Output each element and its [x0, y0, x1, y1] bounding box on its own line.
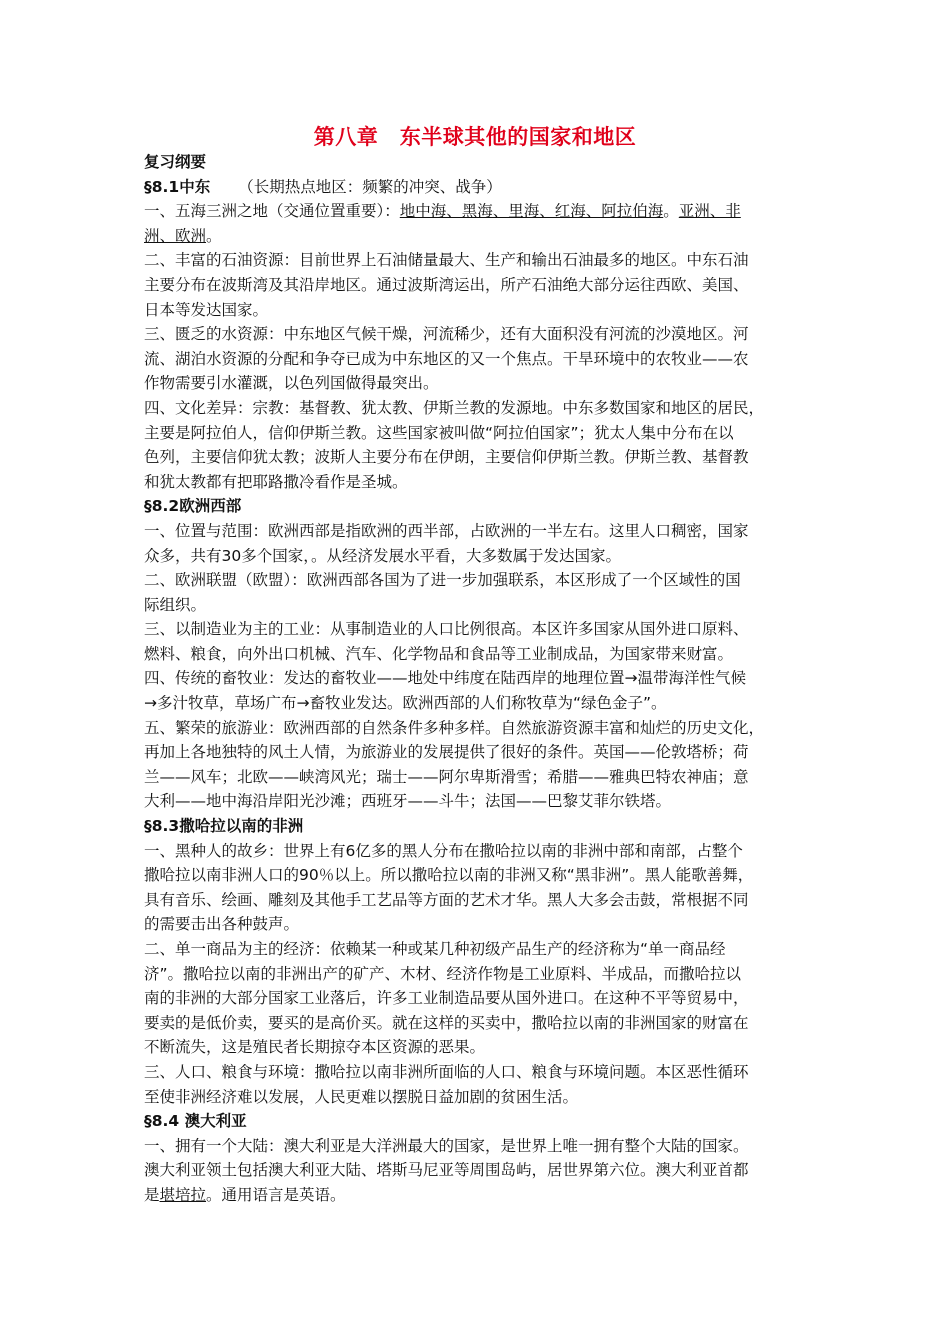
text-line: 兰——风车；北欧——峡湾风光；瑞士——阿尔卑斯滑雪；希腊——雅典巴特农神庙；意	[144, 767, 749, 786]
text-line: 二、单一商品为主的经济：依赖某一种或某几种初级产品生产的经济称为“单一商品经	[144, 940, 726, 958]
text-line: 一、位置与范围：欧洲西部是指欧洲的西半部，占欧洲的一半左右。这里人口稠密，国家	[144, 521, 749, 540]
section-heading-western-europe: §8.2欧洲西部	[144, 497, 242, 516]
text-line: 南的非洲的大部分国家工业落后，许多工业制造品要从国外进口。在这种不平等贸易中，	[144, 989, 749, 1008]
text-line: 主要分布在波斯湾及其沿岸地区。通过波斯湾运出，所产石油绝大部分运往西欧、美国、	[144, 275, 749, 294]
section-heading-sub-saharan-africa: §8.3撒哈拉以南的非洲	[144, 817, 304, 836]
text-line: 五、繁荣的旅游业：欧洲西部的自然条件多种多样。自然旅游资源丰富和灿烂的历史文化，	[144, 718, 765, 737]
text-line: 不断流失，这是殖民者长期掠夺本区资源的恶果。	[144, 1038, 486, 1057]
text-line: 三、匮乏的水资源：中东地区气候干燥，河流稀少，还有大面积没有河流的沙漠地区。河	[144, 325, 749, 344]
chapter-title: 第八章 东半球其他的国家和地区	[313, 125, 637, 149]
text-line: 要卖的是低价卖，要买的是高价买。就在这样的买卖中，撒哈拉以南的非洲国家的财富在	[144, 1013, 749, 1032]
underlined-seas: 地中海、黑海、里海、红海、阿拉伯海	[399, 202, 664, 221]
underlined-capital: 堪培拉	[159, 1185, 207, 1204]
text-line	[144, 224, 804, 249]
text-line: 再加上各地独特的风土人情，为旅游业的发展提供了很好的条件。英国——伦敦塔桥；荷	[144, 743, 749, 762]
section-note: （长期热点地区：频繁的冲突、战争）	[238, 177, 502, 196]
section-heading-australia: §8.4 澳大利亚	[144, 1112, 247, 1131]
text-span: 一、五海三洲之地（交通位置重要）：	[144, 202, 400, 221]
text-line: 三、以制造业为主的工业：从事制造业的人口比例很高。本区许多国家从国外进口原料、	[144, 620, 749, 639]
text-line	[144, 1183, 804, 1208]
text-line: 撒哈拉以南非洲人口的90％以上。所以撒哈拉以南的非洲又称“黑非洲”。黑人能歌善舞，	[144, 866, 754, 885]
text-line: 二、丰富的石油资源：目前世界上石油储量最大、生产和输出石油最多的地区。中东石油	[144, 251, 749, 270]
underlined-continents: 亚洲、非	[678, 202, 741, 221]
text-line: 燃料、粮食，向外出口机械、汽车、化学物品和食品等工业制成品，为国家带来财富。	[144, 644, 734, 663]
text-line: 和犹太教都有把耶路撒冷看作是圣城。	[144, 472, 408, 491]
text-line: 日本等发达国家。	[144, 300, 269, 319]
text-span: 。通用语言是英语。	[206, 1185, 346, 1204]
text-line: 的需要击出各种鼓声。	[144, 915, 300, 934]
outline-heading: 复习纲要	[144, 153, 207, 171]
text-line: →多汁牧草，草场广布→畜牧业发达。欧洲西部的人们称牧草为“绿色金子”。	[144, 694, 667, 713]
text-line: 至使非洲经济难以发展，人民更难以摆脱日益加剧的贫困生活。	[144, 1087, 579, 1106]
text-line: 具有音乐、绘画、雕刻及其他手工艺品等方面的艺术才华。黑人大多会击鼓，常根据不同	[144, 890, 749, 909]
text-line	[144, 199, 804, 224]
text-span: 。	[663, 202, 679, 221]
text-line: 四、传统的畜牧业：发达的畜牧业——地处中纬度在陆西岸的地理位置→温带海洋性气候	[144, 669, 746, 688]
text-line: 际组织。	[144, 595, 207, 614]
text-line: 济”。撒哈拉以南的非洲出产的矿产、木材、经济作物是工业原料、半成品，而撒哈拉以	[144, 964, 742, 983]
text-line: 色列，主要信仰犹太教；波斯人主要分布在伊朗，主要信仰伊斯兰教。伊斯兰教、基督教	[144, 448, 749, 467]
text-line: 二、欧洲联盟（欧盟）：欧洲西部各国为了进一步加强联系，本区形成了一个区域性的国	[144, 571, 741, 590]
text-line: 大利——地中海沿岸阳光沙滩；西班牙——斗牛；法国——巴黎艾菲尔铁塔。	[144, 792, 672, 811]
text-line: 一、拥有一个大陆：澳大利亚是大洋洲最大的国家，是世界上唯一拥有整个大陆的国家。	[144, 1136, 749, 1155]
text-line: 主要是阿拉伯人，信仰伊斯兰教。这些国家被叫做“阿拉伯国家”；犹太人集中分布在以	[144, 423, 734, 442]
section-heading-middle-east	[144, 175, 804, 200]
document-body	[144, 150, 804, 1208]
text-line: 三、人口、粮食与环境：撒哈拉以南非洲所面临的人口、粮食与环境问题。本区恶性循环	[144, 1062, 749, 1081]
text-line: 四、文化差异：宗教：基督教、犹太教、伊斯兰教的发源地。中东多数国家和地区的居民，	[144, 398, 765, 417]
text-span: 。	[206, 226, 222, 245]
underlined-continents: 洲、欧洲	[144, 226, 207, 245]
text-line: 澳大利亚领土包括澳大利亚大陆、塔斯马尼亚等周围岛屿，居世界第六位。澳大利亚首都	[144, 1161, 749, 1180]
text-line: 作物需要引水灌溉，以色列国做得最突出。	[144, 374, 439, 393]
text-line: 一、黑种人的故乡：世界上有6亿多的黑人分布在撒哈拉以南的非洲中部和南部，占整个	[144, 841, 743, 860]
text-span: 是	[144, 1185, 160, 1204]
text-line: 流、湖泊水资源的分配和争夺已成为中东地区的又一个焦点。干旱环境中的农牧业——农	[144, 349, 749, 368]
text-line: 众多，共有30多个国家，。从经济发展水平看，大多数属于发达国家。	[144, 546, 621, 565]
section-title: §8.1中东	[144, 177, 211, 196]
